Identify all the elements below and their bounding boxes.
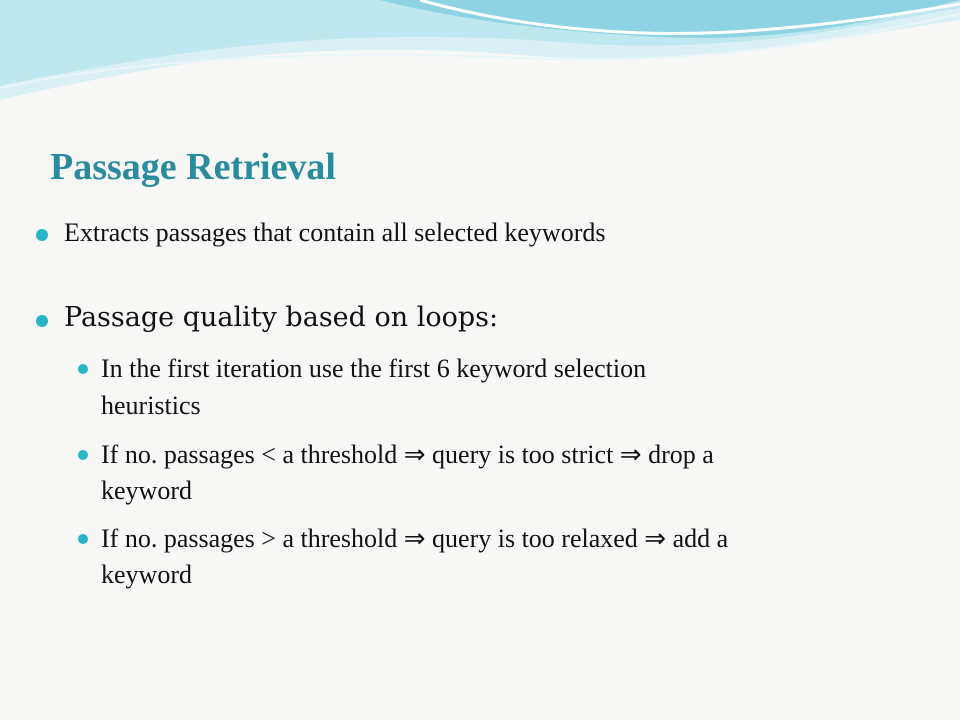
bullet-icon (36, 229, 48, 241)
slide-title: Passage Retrieval (50, 146, 336, 188)
sub-bullet-text-continued: keyword (101, 476, 192, 505)
sub-bullet-icon (78, 450, 88, 460)
sub-bullet-text: If no. passages > a threshold ⇒ query is too relaxed ⇒ add a (101, 524, 729, 553)
sub-bullet-text: In the first iteration use the first 6 keyword selection (101, 354, 647, 383)
sub-bullet-text-continued: heuristics (101, 391, 201, 420)
sub-bullet-icon (78, 534, 88, 544)
sub-bullet-text: If no. passages < a threshold ⇒ query is too strict ⇒ drop a (101, 440, 714, 469)
bullet-text: Passage quality based on loops: (64, 302, 499, 333)
sub-bullet-text-continued: keyword (101, 560, 192, 589)
bullet-icon (36, 315, 48, 327)
bullet-text: Extracts passages that contain all selected keywords (64, 218, 606, 247)
sub-bullet-icon (78, 364, 88, 374)
